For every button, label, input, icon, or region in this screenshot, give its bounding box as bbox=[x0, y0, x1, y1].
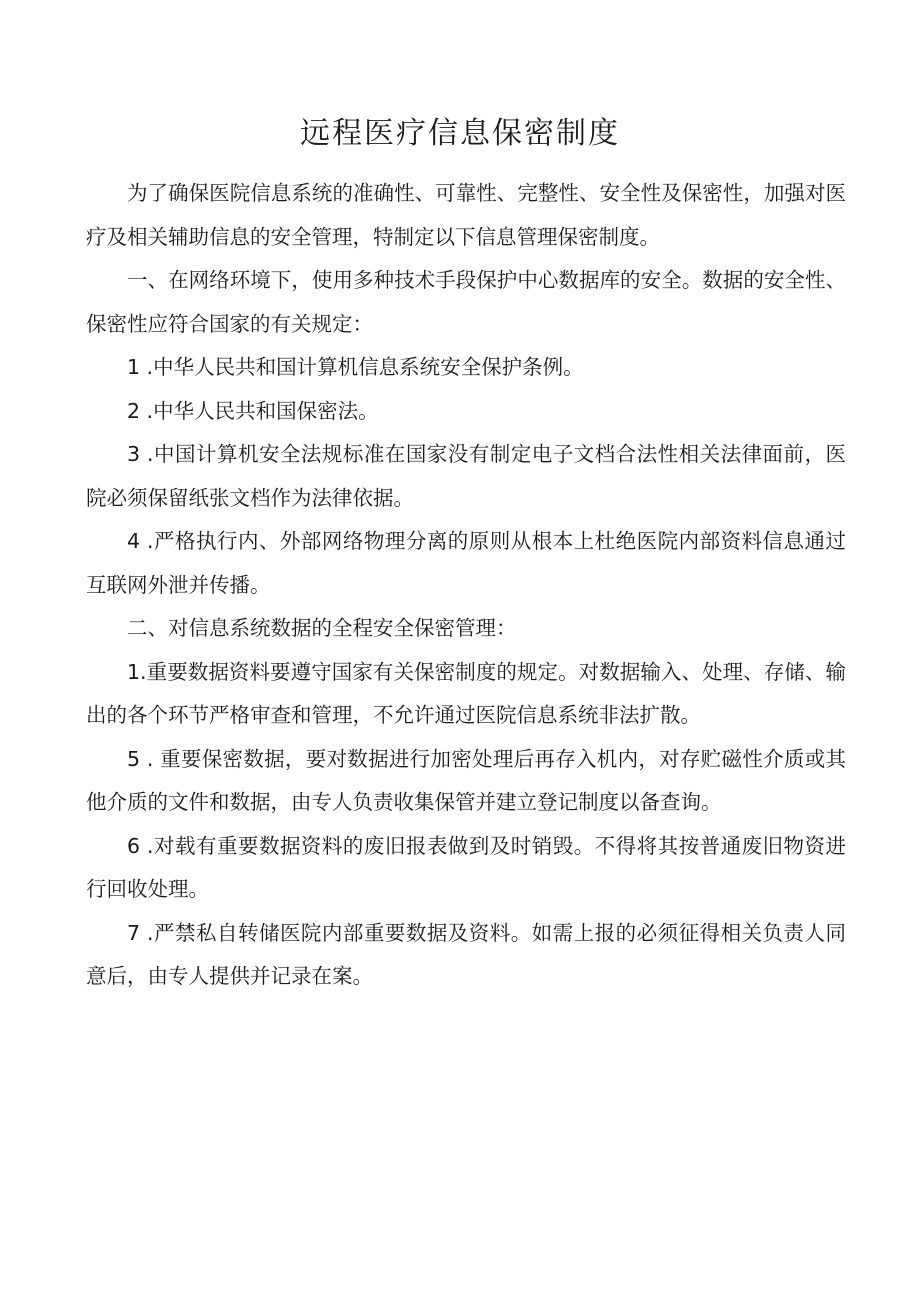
paragraph-item-1: 1 .中华人民共和国计算机信息系统安全保护条例。 bbox=[127, 355, 584, 379]
paragraph-item-5: 5 . 重要保密数据，要对数据进行加密处理后再存入机内，对存贮磁性介质或其他介质的文件和数据，由专人负责收集保管并建立登记制度以备查询。 bbox=[86, 746, 846, 814]
paragraph-item-3: 3 .中国计算机安全法规标准在国家没有制定电子文档合法性相关法律面前，医院必须保留纸张文档作为法律依据。 bbox=[86, 442, 846, 510]
paragraph-item-7: 7 .严禁私自转储医院内部重要数据及资料。如需上报的必须征得相关负责人同意后，由专人提供并记录在案。 bbox=[86, 920, 846, 988]
document-title: 远程医疗信息保密制度 bbox=[300, 116, 620, 151]
paragraph-intro: 为了确保医院信息系统的准确性、可靠性、完整性、安全性及保密性，加强对医疗及相关辅助信息的安全管理，特制定以下信息管理保密制度。 bbox=[86, 181, 846, 249]
paragraph-item-2: 2 .中华人民共和国保密法。 bbox=[127, 398, 379, 423]
paragraph-item-6: 6 .对载有重要数据资料的废旧报表做到及时销毁。不得将其按普通废旧物资进行回收处理。 bbox=[86, 833, 846, 901]
document-body bbox=[86, 172, 846, 999]
paragraph-section-2: 二、对信息系统数据的全程安全保密管理： bbox=[127, 616, 517, 640]
paragraph-item-2-1: 1.重要数据资料要遵守国家有关保密制度的规定。对数据输入、处理、存储、输出的各个环节严格审查和管理，不允许通过医院信息系统非法扩散。 bbox=[86, 659, 846, 727]
paragraph-section-1: 一、在网络环境下，使用多种技术手段保护中心数据库的安全。数据的安全性、保密性应符合国家的有关规定： bbox=[86, 268, 846, 336]
paragraph-item-4: 4 .严格执行内、外部网络物理分离的原则从根本上杜绝医院内部资料信息通过互联网外泄并传播。 bbox=[86, 529, 846, 597]
